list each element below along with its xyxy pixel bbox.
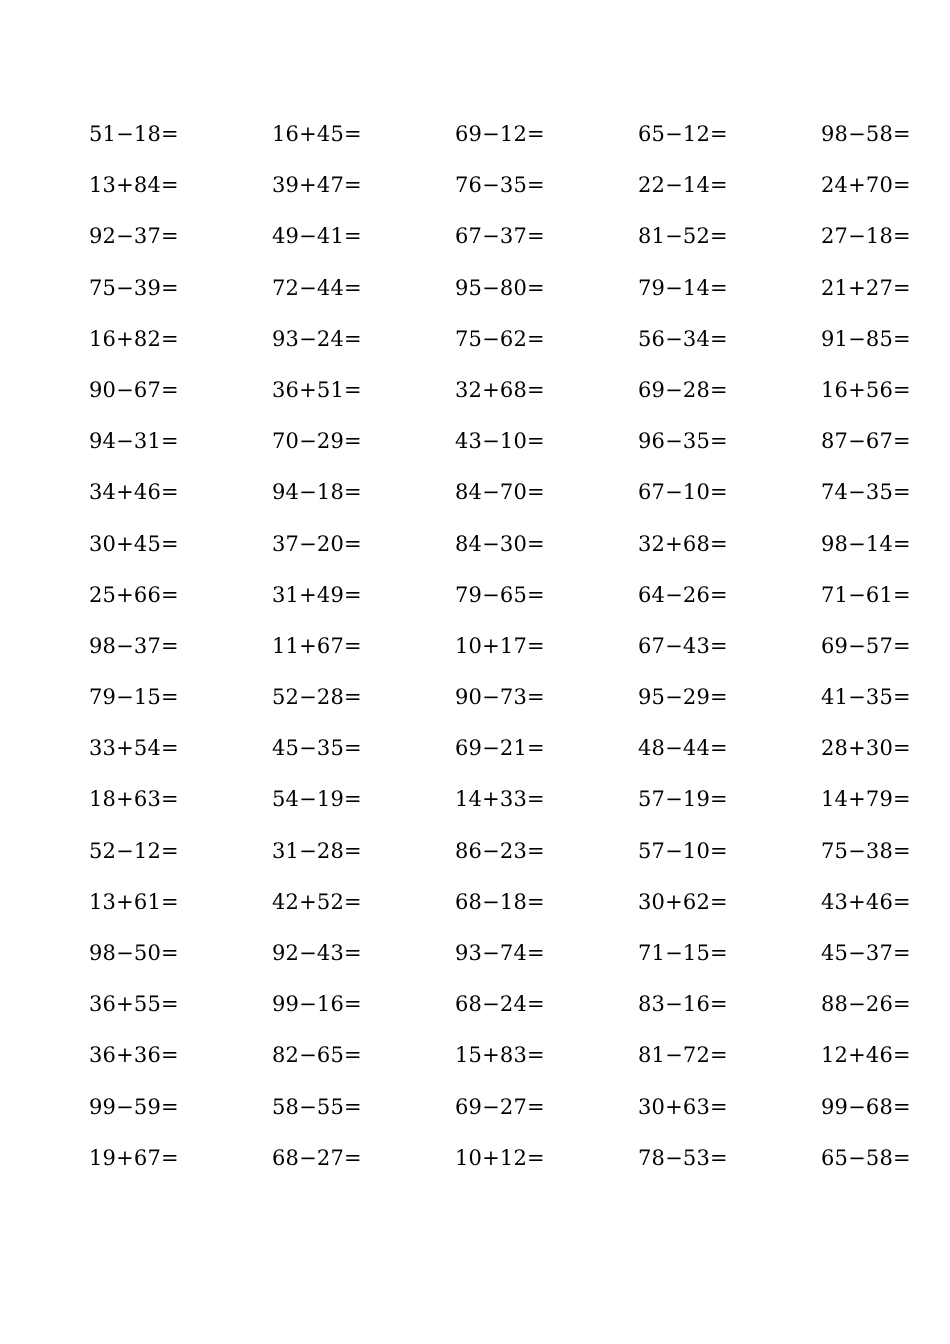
arithmetic-problem: 52−12= <box>89 838 179 863</box>
arithmetic-problem: 84−70= <box>455 480 545 505</box>
arithmetic-problem: 16+82= <box>89 326 179 351</box>
arithmetic-problem: 32+68= <box>455 377 545 402</box>
arithmetic-problem: 21+27= <box>821 275 911 300</box>
arithmetic-problem: 76−35= <box>455 173 545 198</box>
problem-row <box>89 783 929 834</box>
problem-row <box>89 1039 929 1090</box>
arithmetic-problem: 96−35= <box>638 429 728 454</box>
arithmetic-problem: 75−62= <box>455 326 545 351</box>
arithmetic-problem: 30+45= <box>89 531 179 556</box>
arithmetic-problem: 98−14= <box>821 531 911 556</box>
arithmetic-problem: 69−57= <box>821 633 911 658</box>
problem-row <box>89 937 929 988</box>
arithmetic-problem: 74−35= <box>821 480 911 505</box>
arithmetic-problem: 58−55= <box>272 1094 362 1119</box>
arithmetic-problem: 75−38= <box>821 838 911 863</box>
arithmetic-problem: 12+46= <box>821 1043 911 1068</box>
arithmetic-problem: 67−43= <box>638 633 728 658</box>
arithmetic-problem: 49−41= <box>272 224 362 249</box>
arithmetic-problem: 92−43= <box>272 941 362 965</box>
problem-row <box>89 732 929 783</box>
arithmetic-problem: 41−35= <box>821 685 911 710</box>
problem-row <box>89 835 929 886</box>
arithmetic-problem: 22−14= <box>638 173 728 198</box>
arithmetic-problem: 28+30= <box>821 736 911 761</box>
problem-row <box>89 323 929 374</box>
arithmetic-problem: 69−28= <box>638 377 728 402</box>
arithmetic-problem: 79−65= <box>455 582 545 607</box>
arithmetic-problem: 81−52= <box>638 224 728 249</box>
arithmetic-problem: 30+63= <box>638 1094 728 1119</box>
arithmetic-problem: 36+51= <box>272 377 362 402</box>
arithmetic-problem: 68−18= <box>455 889 545 914</box>
arithmetic-problem: 30+62= <box>638 889 728 914</box>
arithmetic-problem: 69−21= <box>455 736 545 761</box>
arithmetic-problem: 94−31= <box>89 429 179 454</box>
arithmetic-problem: 91−85= <box>821 326 911 351</box>
arithmetic-problem: 67−37= <box>455 224 545 249</box>
arithmetic-problem: 70−29= <box>272 429 362 454</box>
arithmetic-problem: 99−59= <box>89 1094 179 1119</box>
arithmetic-problem: 51−18= <box>89 122 179 146</box>
arithmetic-problem: 48−44= <box>638 736 728 761</box>
arithmetic-problem: 93−74= <box>455 941 545 965</box>
arithmetic-problem: 45−37= <box>821 941 911 965</box>
arithmetic-problem: 11+67= <box>272 633 362 658</box>
arithmetic-problem: 79−14= <box>638 275 728 300</box>
arithmetic-problem: 37−20= <box>272 531 362 556</box>
arithmetic-problem: 19+67= <box>89 1145 179 1170</box>
arithmetic-problem: 99−68= <box>821 1094 911 1119</box>
arithmetic-problem: 90−67= <box>89 377 179 402</box>
arithmetic-problem: 13+61= <box>89 889 179 914</box>
problem-row <box>89 118 929 169</box>
problem-row <box>89 579 929 630</box>
arithmetic-problem: 36+36= <box>89 1043 179 1068</box>
arithmetic-problem: 69−12= <box>455 122 545 146</box>
arithmetic-problem: 27−18= <box>821 224 911 249</box>
problem-row <box>89 886 929 937</box>
arithmetic-problem: 18+63= <box>89 787 179 812</box>
arithmetic-problem: 90−73= <box>455 685 545 710</box>
arithmetic-problem: 65−58= <box>821 1145 911 1170</box>
problem-row <box>89 681 929 732</box>
problem-row <box>89 988 929 1039</box>
arithmetic-problem: 68−24= <box>455 992 545 1017</box>
arithmetic-problem: 16+45= <box>272 122 362 146</box>
arithmetic-problem: 57−10= <box>638 838 728 863</box>
arithmetic-problem: 39+47= <box>272 173 362 198</box>
arithmetic-problem: 71−61= <box>821 582 911 607</box>
arithmetic-problem: 78−53= <box>638 1145 728 1170</box>
arithmetic-problem: 94−18= <box>272 480 362 505</box>
arithmetic-problem: 64−26= <box>638 582 728 607</box>
arithmetic-problem: 92−37= <box>89 224 179 249</box>
arithmetic-problem: 24+70= <box>821 173 911 198</box>
problem-row <box>89 220 929 271</box>
arithmetic-problem: 45−35= <box>272 736 362 761</box>
arithmetic-problem: 33+54= <box>89 736 179 761</box>
arithmetic-problem: 82−65= <box>272 1043 362 1068</box>
arithmetic-problem: 14+79= <box>821 787 911 812</box>
arithmetic-problem: 95−29= <box>638 685 728 710</box>
problem-row <box>89 425 929 476</box>
arithmetic-problem: 15+83= <box>455 1043 545 1068</box>
arithmetic-problem: 16+56= <box>821 377 911 402</box>
problem-row <box>89 630 929 681</box>
arithmetic-problem: 25+66= <box>89 582 179 607</box>
arithmetic-problem: 88−26= <box>821 992 911 1017</box>
arithmetic-problem: 57−19= <box>638 787 728 812</box>
arithmetic-problem: 10+12= <box>455 1145 545 1170</box>
problem-row <box>89 1142 929 1193</box>
problem-row <box>89 528 929 579</box>
arithmetic-problem: 79−15= <box>89 685 179 710</box>
arithmetic-problem: 87−67= <box>821 429 911 454</box>
arithmetic-problem: 84−30= <box>455 531 545 556</box>
arithmetic-problem: 75−39= <box>89 275 179 300</box>
arithmetic-problem: 98−37= <box>89 633 179 658</box>
arithmetic-problem: 71−15= <box>638 941 728 965</box>
problem-row <box>89 272 929 323</box>
arithmetic-problem: 32+68= <box>638 531 728 556</box>
problem-row <box>89 476 929 527</box>
arithmetic-problem: 56−34= <box>638 326 728 351</box>
arithmetic-problem: 34+46= <box>89 480 179 505</box>
arithmetic-problem: 68−27= <box>272 1145 362 1170</box>
arithmetic-problem: 13+84= <box>89 173 179 198</box>
arithmetic-problem: 52−28= <box>272 685 362 710</box>
arithmetic-problem: 36+55= <box>89 992 179 1017</box>
arithmetic-problem: 95−80= <box>455 275 545 300</box>
arithmetic-problem: 14+33= <box>455 787 545 812</box>
arithmetic-problem: 99−16= <box>272 992 362 1017</box>
arithmetic-problem: 65−12= <box>638 122 728 146</box>
arithmetic-problem: 93−24= <box>272 326 362 351</box>
arithmetic-problem: 54−19= <box>272 787 362 812</box>
arithmetic-problem: 83−16= <box>638 992 728 1017</box>
arithmetic-problem: 69−27= <box>455 1094 545 1119</box>
arithmetic-problem: 10+17= <box>455 633 545 658</box>
arithmetic-problem: 43+46= <box>821 889 911 914</box>
arithmetic-problem: 42+52= <box>272 889 362 914</box>
arithmetic-problem: 81−72= <box>638 1043 728 1068</box>
arithmetic-problem: 98−50= <box>89 941 179 965</box>
arithmetic-problem-grid <box>89 118 929 1193</box>
arithmetic-problem: 67−10= <box>638 480 728 505</box>
problem-row <box>89 169 929 220</box>
arithmetic-problem: 31−28= <box>272 838 362 863</box>
arithmetic-problem: 31+49= <box>272 582 362 607</box>
arithmetic-problem: 98−58= <box>821 122 911 146</box>
problem-row <box>89 1091 929 1142</box>
arithmetic-problem: 86−23= <box>455 838 545 863</box>
problem-row <box>89 374 929 425</box>
arithmetic-problem: 43−10= <box>455 429 545 454</box>
arithmetic-problem: 72−44= <box>272 275 362 300</box>
